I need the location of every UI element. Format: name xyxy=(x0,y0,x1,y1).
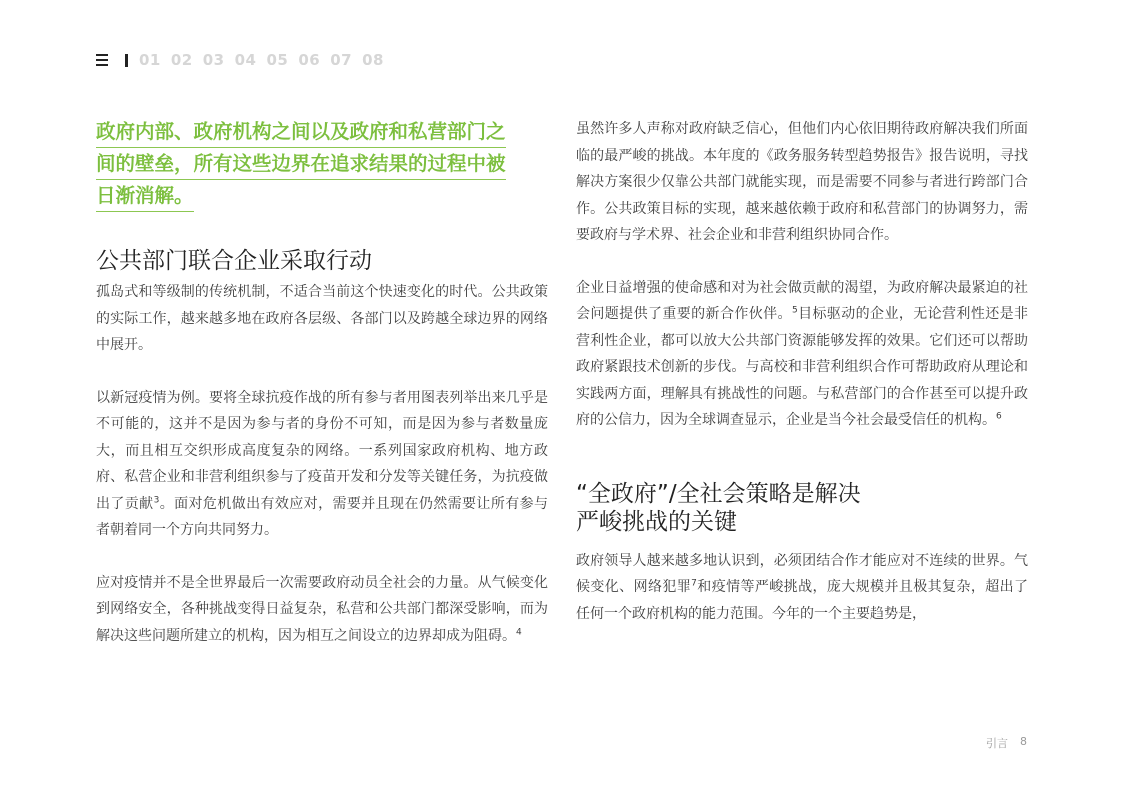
footnote-ref[interactable]: 5 xyxy=(791,305,798,316)
section-heading xyxy=(576,480,1028,536)
chapter-link-02[interactable]: 02 xyxy=(170,51,193,69)
paragraph xyxy=(576,548,1028,628)
top-navigation xyxy=(96,50,384,70)
footnote-ref[interactable]: 7 xyxy=(691,578,697,589)
heading-line: 严峻挑战的关键 xyxy=(576,508,737,535)
chapter-link-03[interactable]: 03 xyxy=(202,51,225,69)
paragraph-text: 企业日益增强的使命感和对为社会做贡献的渴望，为政府解决最紧迫的社会问题提供了重要的新合作伙伴。 xyxy=(576,279,1028,322)
menu-icon[interactable] xyxy=(96,54,108,66)
page-number: 8 xyxy=(1020,735,1027,748)
footnote-ref[interactable]: 3 xyxy=(153,494,160,505)
paragraph-text: 虽然许多人声称对政府缺乏信心，但他们内心依旧期待政府解决我们所面临的最严峻的挑战。本年度的《政务服务转型趋势报告》报告说明，寻找解决方案很少仅靠公共部门就能实现，而是需要不同参与者进行跨部门合作。公共政策目标的实现，越来越依赖于政府和私营部门的协调努力，需要政府与学术界、社会企业和非营利组织协同合作。 xyxy=(576,121,1028,243)
paragraph xyxy=(96,385,548,544)
paragraph-text: 目标驱动的企业，无论营利性还是非营利性企业，都可以放大公共部门资源能够发挥的效果。它们还可以帮助政府紧跟技术创新的步伐。与高校和非营利组织合作可帮助政府从理论和实践两方面，理解具有挑战性的问题。与私营部门的合作甚至可以提升政府的公信力，因为全球调查显示，企业是当今社会最受信任的机构。 xyxy=(576,306,1029,428)
chapter-link-08[interactable]: 08 xyxy=(362,51,384,69)
footnote-ref[interactable]: 4 xyxy=(516,626,522,637)
chapter-link-04[interactable]: 04 xyxy=(234,51,257,69)
pull-quote xyxy=(96,116,548,212)
paragraph-text: 政府领导人越来越多地认识到，必须团结合作才能应对不连续的世界。气候变化、网络犯罪 xyxy=(576,552,1028,595)
paragraph xyxy=(576,116,1028,249)
paragraph-text: 以新冠疫情为例。要将全球抗疫作战的所有参与者用图表列举出来几乎是不可能的，这并不是因为参与者的身份不可知，而是因为参与者数量庞大，而且相互交织形成高度复杂的网络。一系列国家政府机构、地方政府、私营企业和非营利组织参与了疫苗开发和分发等关键任务，为抗疫做出了贡献 xyxy=(96,389,548,512)
chapter-link-01[interactable]: 01 xyxy=(139,51,161,69)
heading-line: “全政府”/全社会策略是解决 xyxy=(576,480,861,507)
paragraph xyxy=(96,279,548,359)
current-section-indicator xyxy=(125,54,128,67)
paragraph xyxy=(96,570,548,650)
paragraph-text: 孤岛式和等级制的传统机制，不适合当前这个快速变化的时代。公共政策的实际工作，越来越多地在政府各层级、各部门以及跨越全球边界的网络中展开。 xyxy=(96,284,548,353)
footnote-ref[interactable]: 6 xyxy=(996,411,1002,422)
section-label: 引言 xyxy=(986,737,1008,750)
paragraph-text: 和疫情等严峻挑战，庞大规模并且极其复杂，超出了任何一个政府机构的能力范围。今年的一个主要趋势是， xyxy=(576,579,1029,622)
left-column xyxy=(96,116,548,649)
chapter-link-06[interactable]: 06 xyxy=(298,51,321,69)
chapter-link-05[interactable]: 05 xyxy=(266,51,289,69)
right-column xyxy=(576,116,1028,627)
pull-quote-line: 日渐消解。 xyxy=(96,181,194,212)
chapter-nav xyxy=(139,51,384,69)
paragraph xyxy=(576,275,1028,434)
pull-quote-line: 政府内部、政府机构之间以及政府和私营部门之 xyxy=(96,117,506,148)
page-footer xyxy=(986,735,1027,751)
pull-quote-line: 间的壁垒，所有这些边界在追求结果的过程中被 xyxy=(96,149,506,180)
paragraph-text: 。面对危机做出有效应对，需要并且现在仍然需要让所有参与者朝着同一个方向共同努力。 xyxy=(96,495,549,538)
paragraph-text: 应对疫情并不是全世界最后一次需要政府动员全社会的力量。从气候变化到网络安全，各种挑战变得日益复杂，私营和公共部门都深受影响，而为解决这些问题所建立的机构，因为相互之间设立的边界却成为阻碍。 xyxy=(96,574,548,644)
section-heading: 公共部门联合企业采取行动 xyxy=(96,248,372,274)
chapter-link-07[interactable]: 07 xyxy=(330,51,353,69)
